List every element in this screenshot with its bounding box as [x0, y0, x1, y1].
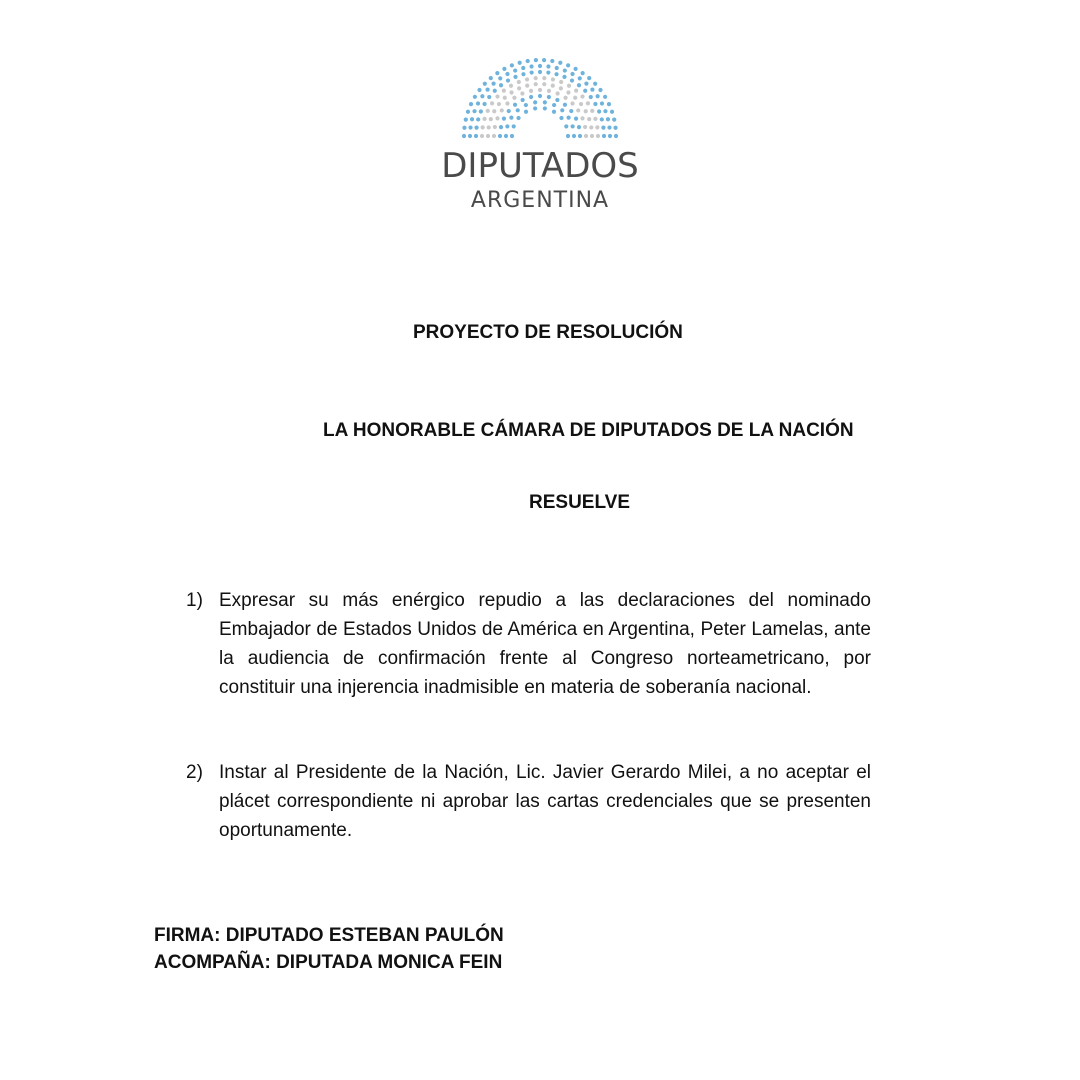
logo-seat-dot — [509, 116, 513, 120]
logo-seat-dot — [479, 109, 483, 113]
logo-seat-dot — [495, 116, 499, 120]
logo-seat-dot — [590, 87, 594, 91]
logo-seat-dot — [560, 108, 564, 112]
logo-seat-dot — [574, 117, 578, 121]
logo-seat-dot — [589, 125, 593, 129]
logo-seat-dot — [497, 102, 501, 106]
logo-seat-dot — [589, 95, 593, 99]
logo-seat-dot — [474, 134, 478, 138]
logo-seat-dot — [492, 134, 496, 138]
logo-title: DIPUTADOS — [441, 146, 639, 186]
logo-seat-dot — [495, 71, 499, 75]
logo-seat-dot — [502, 117, 506, 121]
logo-seat-dot — [572, 134, 576, 138]
logo-seat-dot — [546, 70, 550, 74]
logo-seat-dot — [607, 102, 611, 106]
logo-seat-dot — [543, 100, 547, 104]
logo-seat-dot — [574, 67, 578, 71]
logo-seat-dot — [552, 103, 556, 107]
logo-seat-dot — [566, 90, 570, 94]
logo-seat-dot — [492, 109, 496, 113]
item-number: 2) — [186, 762, 203, 783]
logo-seat-dot — [506, 78, 510, 82]
logo-seat-dot — [474, 126, 478, 130]
logo-seat-dot — [504, 134, 508, 138]
logo-seat-dot — [503, 96, 507, 100]
logo-seat-dot — [487, 125, 491, 129]
logo-seat-dot — [524, 103, 528, 107]
logo-seat-dot — [579, 102, 583, 106]
logo-seat-dot — [493, 125, 497, 129]
logo-seat-dot — [580, 116, 584, 120]
logo-seat-dot — [476, 117, 480, 121]
logo-seat-dot — [550, 59, 554, 63]
logo-seat-dot — [518, 61, 522, 65]
logo-seat-dot — [600, 101, 604, 105]
logo-seat-dot — [491, 82, 495, 86]
logo-seat-dot — [525, 77, 529, 81]
logo-seat-dot — [534, 58, 538, 62]
logo-seat-dot — [547, 89, 551, 93]
logo-seat-dot — [608, 134, 612, 138]
logo-seat-dot — [476, 101, 480, 105]
logo-seat-dot — [489, 76, 493, 80]
logo-seat-dot — [543, 106, 547, 110]
logo-seat-dot — [495, 94, 499, 98]
logo-seat-dot — [580, 94, 584, 98]
logo-seat-dot — [601, 126, 605, 130]
logo-seat-dot — [499, 125, 503, 129]
logo-seat-dot — [595, 125, 599, 129]
logo-seat-dot — [578, 134, 582, 138]
item-text: Expresar su más enérgico repudio a las declaraciones del nominado Embajador de Estados Unidos de América en Argentina, Peter Lamelas, ante la audiencia de confirmación frente al Congreso norteametricano, por constituir una injerencia inadmisible en materia de soberanía nacional. — [219, 590, 871, 698]
logo-seat-dot — [464, 118, 468, 122]
logo-seat-dot — [598, 88, 602, 92]
logo-seat-dot — [468, 125, 472, 129]
logo-seat-dot — [521, 72, 525, 76]
logo-seat-dot — [529, 95, 533, 99]
logo-seat-dot — [567, 84, 571, 88]
signature-firma: FIRMA: DIPUTADO ESTEBAN PAULÓN — [154, 925, 504, 946]
logo-seat-dot — [521, 98, 525, 102]
logo-seat-dot — [613, 126, 617, 130]
logo-seat-dot — [538, 88, 542, 92]
logo-seat-dot — [482, 102, 486, 106]
logo-seat-dot — [462, 126, 466, 130]
logo-seat-dot — [530, 70, 534, 74]
logo-seat-dot — [569, 109, 573, 113]
logo-seat-dot — [566, 63, 570, 67]
logo-seat-dot — [507, 109, 511, 113]
logo-seat-dot — [521, 66, 525, 70]
logo-seat-dot — [517, 86, 521, 90]
logo-seat-dot — [558, 61, 562, 65]
logo-seat-dot — [500, 108, 504, 112]
logo-seat-dot — [596, 134, 600, 138]
logo-seat-dot — [563, 96, 567, 100]
logo-seat-dot — [509, 84, 513, 88]
logo-seat-dot — [513, 75, 517, 79]
logo-seat-dot — [587, 117, 591, 121]
logo-seat-dot — [480, 94, 484, 98]
logo-seat-dot — [516, 108, 520, 112]
logo-seat-dot — [482, 117, 486, 121]
logo-seat-dot — [551, 83, 555, 87]
logo-seat-dot — [526, 59, 530, 63]
logo-seat-dot — [538, 70, 542, 74]
logo-seat-dot — [477, 88, 481, 92]
logo-seat-dot — [600, 117, 604, 121]
logo-seat-dot — [473, 95, 477, 99]
chamber-heading: LA HONORABLE CÁMARA DE DIPUTADOS DE LA NACIÓN — [323, 420, 854, 441]
logo-seat-dot — [587, 76, 591, 80]
diputados-hemicycle-logo — [456, 56, 624, 140]
logo-seat-dot — [577, 83, 581, 87]
logo-seat-dot — [590, 109, 594, 113]
logo-seat-dot — [577, 125, 581, 129]
logo-seat-dot — [590, 134, 594, 138]
resolution-item — [186, 586, 871, 702]
logo-seat-dot — [525, 83, 529, 87]
logo-seat-dot — [570, 72, 574, 76]
logo-seat-dot — [493, 89, 497, 93]
logo-seat-dot — [505, 124, 509, 128]
logo-seat-dot — [583, 89, 587, 93]
logo-seat-dot — [489, 117, 493, 121]
logo-seat-dot — [559, 116, 563, 120]
logo-seat-dot — [559, 80, 563, 84]
logo-seat-dot — [487, 95, 491, 99]
logo-seat-dot — [538, 94, 542, 98]
logo-seat-dot — [566, 134, 570, 138]
logo-seat-dot — [570, 101, 574, 105]
logo-seat-dot — [559, 86, 563, 90]
logo-seat-dot — [512, 96, 516, 100]
signature-acompana: ACOMPAÑA: DIPUTADA MONICA FEIN — [154, 952, 503, 973]
logo-seat-dot — [513, 103, 517, 107]
logo-seat-dot — [597, 109, 601, 113]
logo-seat-dot — [551, 77, 555, 81]
logo-seat-dot — [538, 64, 542, 68]
logo-seat-dot — [466, 110, 470, 114]
logo-seat-dot — [480, 134, 484, 138]
logo-subtitle: ARGENTINA — [470, 188, 610, 213]
logo-seat-dot — [534, 82, 538, 86]
logo-seat-dot — [524, 110, 528, 114]
logo-seat-dot — [499, 83, 503, 87]
logo-seat-dot — [547, 95, 551, 99]
logo-seat-dot — [603, 95, 607, 99]
logo-seat-dot — [607, 125, 611, 129]
logo-seat-dot — [470, 117, 474, 121]
logo-seat-dot — [574, 89, 578, 93]
logo-seat-dot — [567, 116, 571, 120]
logo-seat-dot — [552, 110, 556, 114]
logo-seat-dot — [469, 102, 473, 106]
logo-seat-dot — [462, 134, 466, 138]
logo-seat-dot — [542, 82, 546, 86]
logo-seat-dot — [578, 76, 582, 80]
resolves-heading: RESUELVE — [529, 492, 631, 513]
logo-seat-dot — [555, 98, 559, 102]
logo-seat-dot — [481, 125, 485, 129]
logo-seat-dot — [510, 134, 514, 138]
item-number: 1) — [186, 590, 203, 611]
logo-seat-dot — [596, 94, 600, 98]
logo-seat-dot — [472, 109, 476, 113]
logo-seat-dot — [533, 100, 537, 104]
logo-seat-dot — [556, 91, 560, 95]
logo-seat-dot — [529, 89, 533, 93]
logo-seat-dot — [603, 109, 607, 113]
logo-seat-dot — [533, 106, 537, 110]
logo-seat-dot — [502, 89, 506, 93]
logo-seat-dot — [564, 124, 568, 128]
logo-seat-dot — [516, 116, 520, 120]
logo-seat-dot — [570, 78, 574, 82]
logo-seat-dot — [562, 75, 566, 79]
logo-seat-dot — [610, 110, 614, 114]
logo-seat-dot — [602, 134, 606, 138]
logo-seat-dot — [498, 76, 502, 80]
logo-seat-dot — [606, 117, 610, 121]
item-text: Instar al Presidente de la Nación, Lic. Javier Gerardo Milei, a no aceptar el plácet correspondiente ni aprobar las cartas credenciales que se presenten oportunamente. — [219, 762, 871, 841]
logo-seat-dot — [612, 118, 616, 122]
logo-seat-dot — [571, 124, 575, 128]
resolution-item — [186, 758, 871, 845]
logo-seat-dot — [593, 82, 597, 86]
logo-seat-dot — [555, 66, 559, 70]
logo-seat-dot — [576, 108, 580, 112]
logo-seat-dot — [546, 64, 550, 68]
logo-seat-dot — [502, 67, 506, 71]
logo-seat-dot — [563, 68, 567, 72]
logo-seat-dot — [505, 72, 509, 76]
logo-seat-dot — [614, 134, 618, 138]
logo-seat-dot — [584, 82, 588, 86]
logo-seat-dot — [520, 91, 524, 95]
logo-seat-dot — [490, 101, 494, 105]
logo-seat-dot — [509, 90, 513, 94]
logo-seat-dot — [573, 96, 577, 100]
document-type-heading: PROYECTO DE RESOLUCIÓN — [413, 322, 683, 343]
logo-seat-dot — [584, 109, 588, 113]
logo-seat-dot — [542, 58, 546, 62]
logo-seat-dot — [468, 134, 472, 138]
logo-seat-dot — [486, 87, 490, 91]
logo-seat-dot — [486, 109, 490, 113]
logo-seat-dot — [513, 68, 517, 72]
logo-seat-dot — [498, 134, 502, 138]
logo-seat-dot — [517, 80, 521, 84]
logo-seat-dot — [586, 101, 590, 105]
logo-seat-dot — [512, 124, 516, 128]
logo-seat-dot — [563, 103, 567, 107]
logo-seat-dot — [554, 72, 558, 76]
logo-seat-dot — [483, 82, 487, 86]
logo-seat-dot — [581, 71, 585, 75]
logo-seat-dot — [584, 134, 588, 138]
logo-seat-dot — [529, 64, 533, 68]
logo-seat-dot — [486, 134, 490, 138]
logo-seat-dot — [542, 76, 546, 80]
logo-seat-dot — [593, 102, 597, 106]
logo-seat-dot — [593, 117, 597, 121]
logo-seat-dot — [534, 76, 538, 80]
logo-seat-dot — [583, 125, 587, 129]
logo-seat-dot — [510, 63, 514, 67]
logo-seat-dot — [505, 101, 509, 105]
